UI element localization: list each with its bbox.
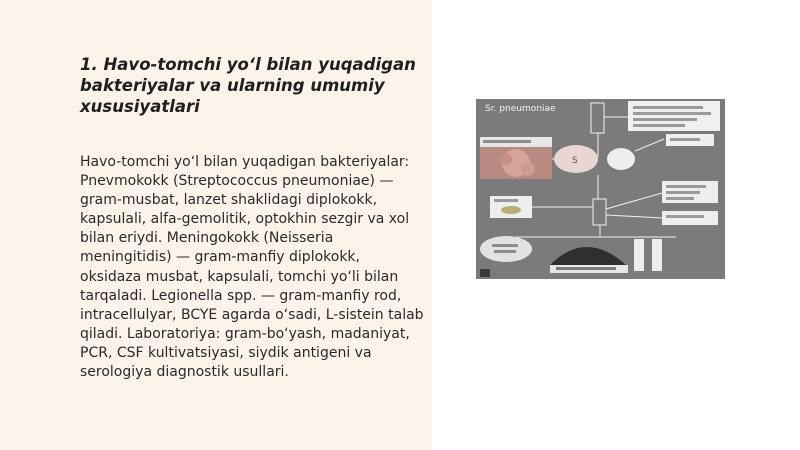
slide-body-text: Havo-tomchi yo‘l bilan yuqadigan bakteriyalar: Pnevmokokk (Streptococcus pneumoniae) — gram-musbat, lanzet shaklidagi diplokokk, kapsulali, alfa-gemolitik, optokhin sezgir va xol bilan eriydi. Meningokokk (Neisseria meningitidis) — gram-manfiy diplokokk, oksidaza musbat, kapsulali, tomchi yo‘li bilan tarqaladi. Legionella spp. — gram-manfiy rod, intracellulyar, BCYE agarda o‘sadi, L-sistein talab qiladi. Laboratoriya: gram-bo‘yash, madaniyat, PCR, CSF kultivatsiyasi, siydik antigeni va serologiya diagnostik usullari. <box>80 154 424 381</box>
svg-text:S: S <box>572 156 578 166</box>
diagram-image <box>476 99 725 279</box>
slide-title: 1. Havo-tomchi yo‘l bilan yuqadigan bakteriyalar va ularning umumiy xususiyatlari <box>80 55 416 116</box>
diagram-heading: Sr. pneumoniae <box>485 104 556 114</box>
